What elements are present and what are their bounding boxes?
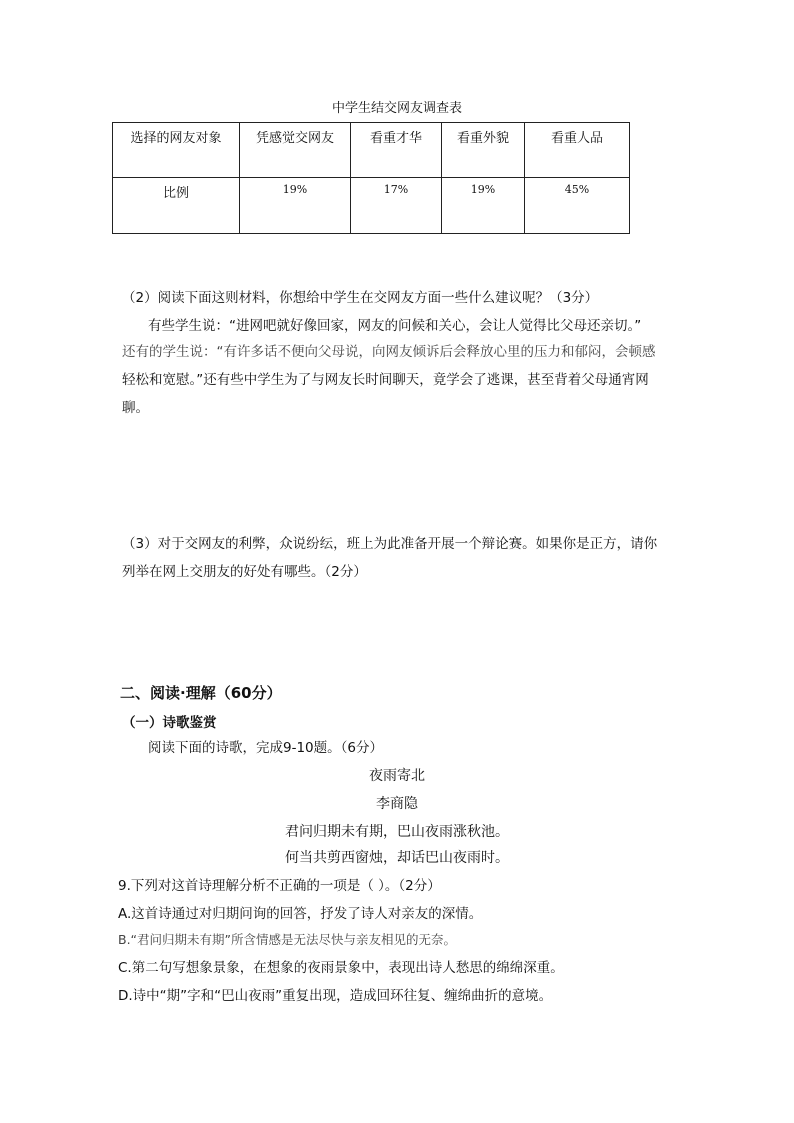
header-cell: 选择的网友对象 <box>113 123 240 178</box>
value-cell: 17% <box>351 178 442 234</box>
q2-material-line: 轻松和宽慰。”还有些中学生为了与网友长时间聊天，竟学会了逃课，甚至背着父母通宵网 <box>122 372 649 388</box>
option-a: A.这首诗通过对归期问询的回答，抒发了诗人对亲友的深情。 <box>118 906 483 922</box>
header-cell: 看重外貌 <box>442 123 525 178</box>
row-label-cell: 比例 <box>113 178 240 234</box>
poem-line: 君问归期未有期，巴山夜雨涨秋池。 <box>285 824 509 840</box>
q2-material-line: 聊。 <box>122 400 149 416</box>
header-cell: 看重才华 <box>351 123 442 178</box>
q3-line: （3）对于交网友的利弊，众说纷纭，班上为此准备开展一个辩论赛。如果你是正方，请你 <box>122 536 658 552</box>
option-b: B.“君问归期未有期”所含情感是无法尽快与亲友相见的无奈。 <box>118 932 457 947</box>
q9-stem: 9.下列对这首诗理解分析不正确的一项是（ ）。（2分） <box>118 878 441 894</box>
header-cell: 看重人品 <box>525 123 630 178</box>
header-cell: 凭感觉交网友 <box>240 123 351 178</box>
poem-author: 李商隐 <box>376 796 418 812</box>
instruction-text: 阅读下面的诗歌，完成9-10题。（6分） <box>148 740 383 756</box>
survey-table <box>112 122 630 234</box>
q2-prompt: （2）阅读下面这则材料，你想给中学生在交网友方面一些什么建议呢？（3分） <box>122 290 599 306</box>
q2-material-line: 有些学生说：“进网吧就好像回家，网友的问候和关心，会让人觉得比父母还亲切。” <box>148 318 642 334</box>
value-cell: 19% <box>240 178 351 234</box>
subsection-heading: （一）诗歌鉴赏 <box>122 715 217 731</box>
survey-table-title: 中学生结交网友调查表 <box>331 101 462 116</box>
value-cell: 45% <box>525 178 630 234</box>
table-header-row <box>113 123 630 178</box>
option-d: D.诗中“期”字和“巴山夜雨”重复出现，造成回环往复、缠绵曲折的意境。 <box>118 988 553 1004</box>
poem-title: 夜雨寄北 <box>369 768 425 784</box>
option-c: C.第二句写想象景象，在想象的夜雨景象中，表现出诗人愁思的绵绵深重。 <box>118 960 564 976</box>
section-heading: 二、阅读·理解（60分） <box>120 684 282 702</box>
q3-line: 列举在网上交朋友的好处有哪些。（2分） <box>122 564 367 580</box>
poem-line: 何当共剪西窗烛，却话巴山夜雨时。 <box>285 850 509 866</box>
q2-material-line: 还有的学生说：“有许多话不便向父母说，向网友倾诉后会释放心里的压力和郁闷，会顿感 <box>122 344 656 360</box>
value-cell: 19% <box>442 178 525 234</box>
table-row <box>113 178 630 234</box>
